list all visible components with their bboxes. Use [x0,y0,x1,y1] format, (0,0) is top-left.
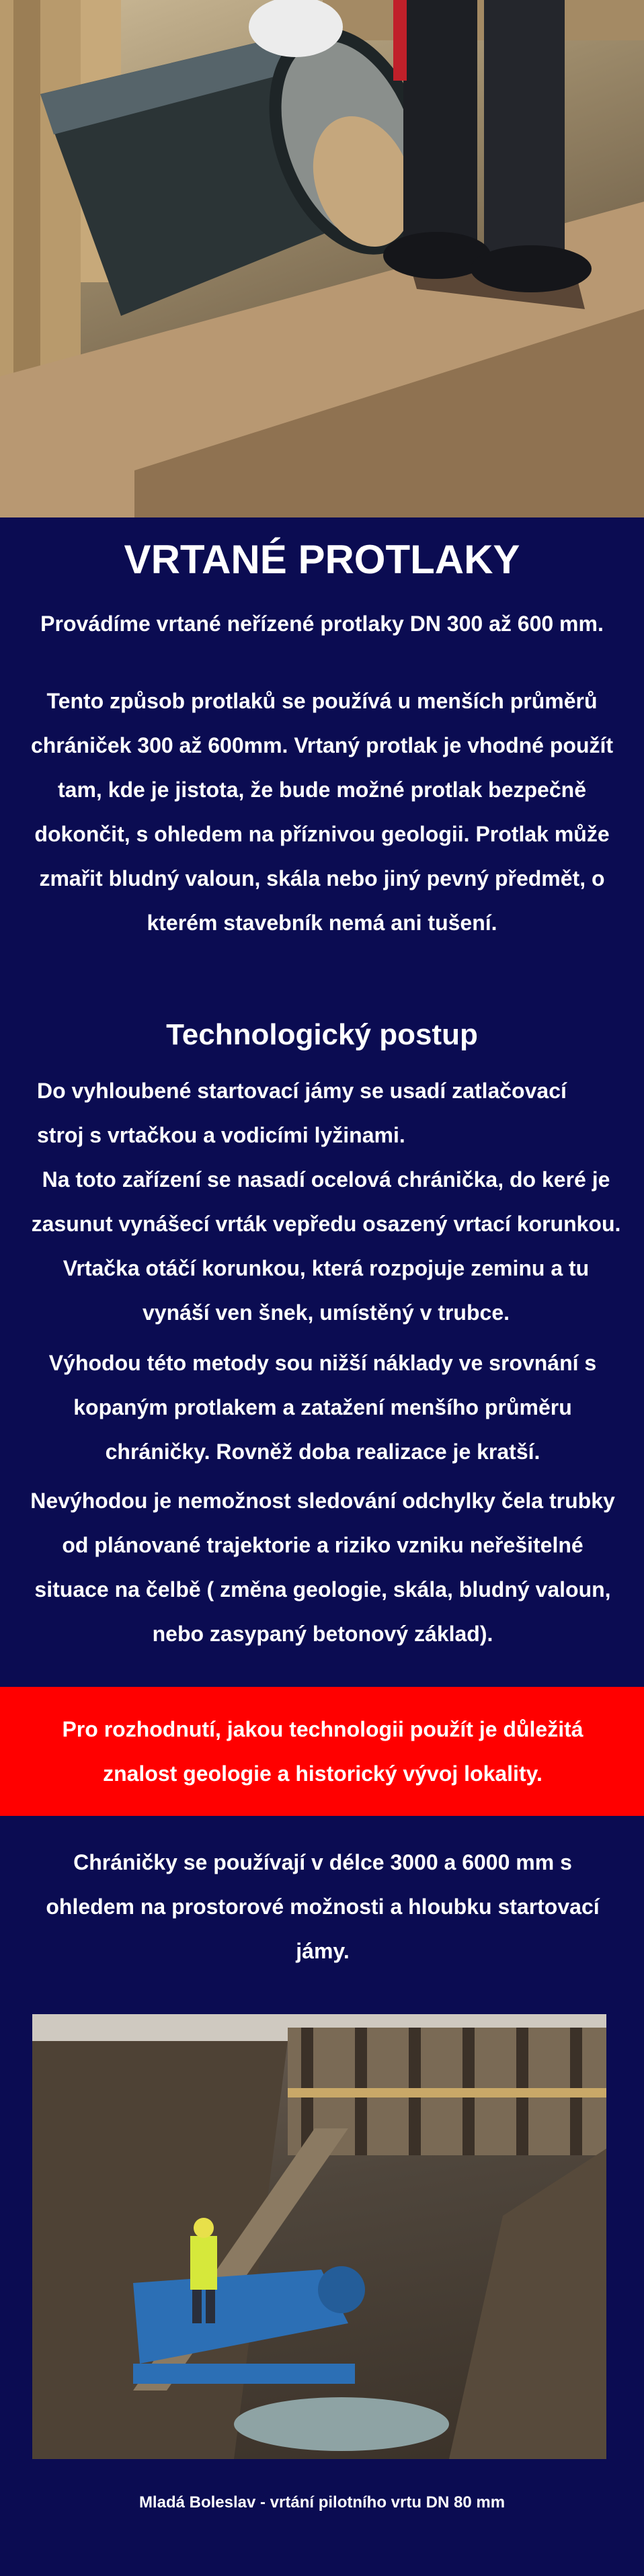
hero-photo-pipe-auger [0,0,644,517]
tech-advantage: Výhodou této metody sou nižší náklady ve srovnání s kopaným protlakem a zatažení menšího průměru chráničky. Rovněž doba realizace je kratší. [48,1351,597,1464]
worker-leg [484,0,565,255]
pit-illustration [32,2014,606,2459]
soil-right [449,2149,606,2459]
drilling-rig-motor [318,2266,365,2313]
photo-drilling-pit [32,2014,606,2459]
page-title: VRTANÉ PROTLAKY [124,537,520,582]
intro-text: Provádíme vrtané neřízené protlaky DN 300 až 600 mm. [40,612,604,636]
photo-caption: Mladá Boleslav - vrtání pilotního vrtu DN 80 mm [138,2493,506,2511]
worker-helmet [194,2218,214,2238]
casing-length-note: Chráničky se používají v délce 3000 a 6000 mm s ohledem na prostorové možnosti a hloubku startovací jámy. [46,1850,600,1963]
worker-boot [471,245,592,292]
hero-illustration [0,0,644,517]
section-heading-technology: Technologický postup [166,1018,478,1051]
tech-disadvantage: Nevýhodou je nemožnost sledování odchylky čela trubky od plánované trajektorie a riziko vzniku neřešitelné situace na čelbě ( změna geologie, skála, bludný valoun, nebo zasypaný betonový základ). [30,1489,615,1646]
description-paragraph: Tento způsob protlaků se používá u menších průměrů chrániček 300 až 600mm. Vrtaný protlak je vhodné použít tam, kde je jistota, že bude možné protlak bezpečně dokončit, s ohledem na příznivou geologii. Protlak může zmařit bludný valoun, skála nebo jiný pevný předmět, o kterém stavebník nemá ani tušení. [30,689,614,935]
worker-leg [206,2290,215,2323]
water-puddle [234,2397,449,2451]
worker-jacket-stripe [393,0,407,81]
worker-leg [403,0,477,242]
worker-leg [192,2290,202,2323]
wood-plank [323,0,644,40]
worker-vest [190,2236,217,2290]
tech-step-2: Na toto zařízení se nasadí ocelová chránička, do keré je zasunut vynášecí vrták vepředu osazený vrtací korunkou. Vrtačka otáčí korunkou, která rozpojuje zeminu a tu vynáší ven šnek, umístěný v trubce. [31,1167,621,1325]
drilling-rig-base [133,2364,355,2384]
highlight-text: Pro rozhodnutí, jakou technologii použít je důležitá znalost geologie a historický vývoj lokality. [62,1717,583,1786]
tech-step-1: Do vyhloubené startovací jámy se usadí zatlačovací stroj s vrtačkou a vodicími lyžinami. [37,1079,567,1147]
wood-beam [288,2088,606,2097]
